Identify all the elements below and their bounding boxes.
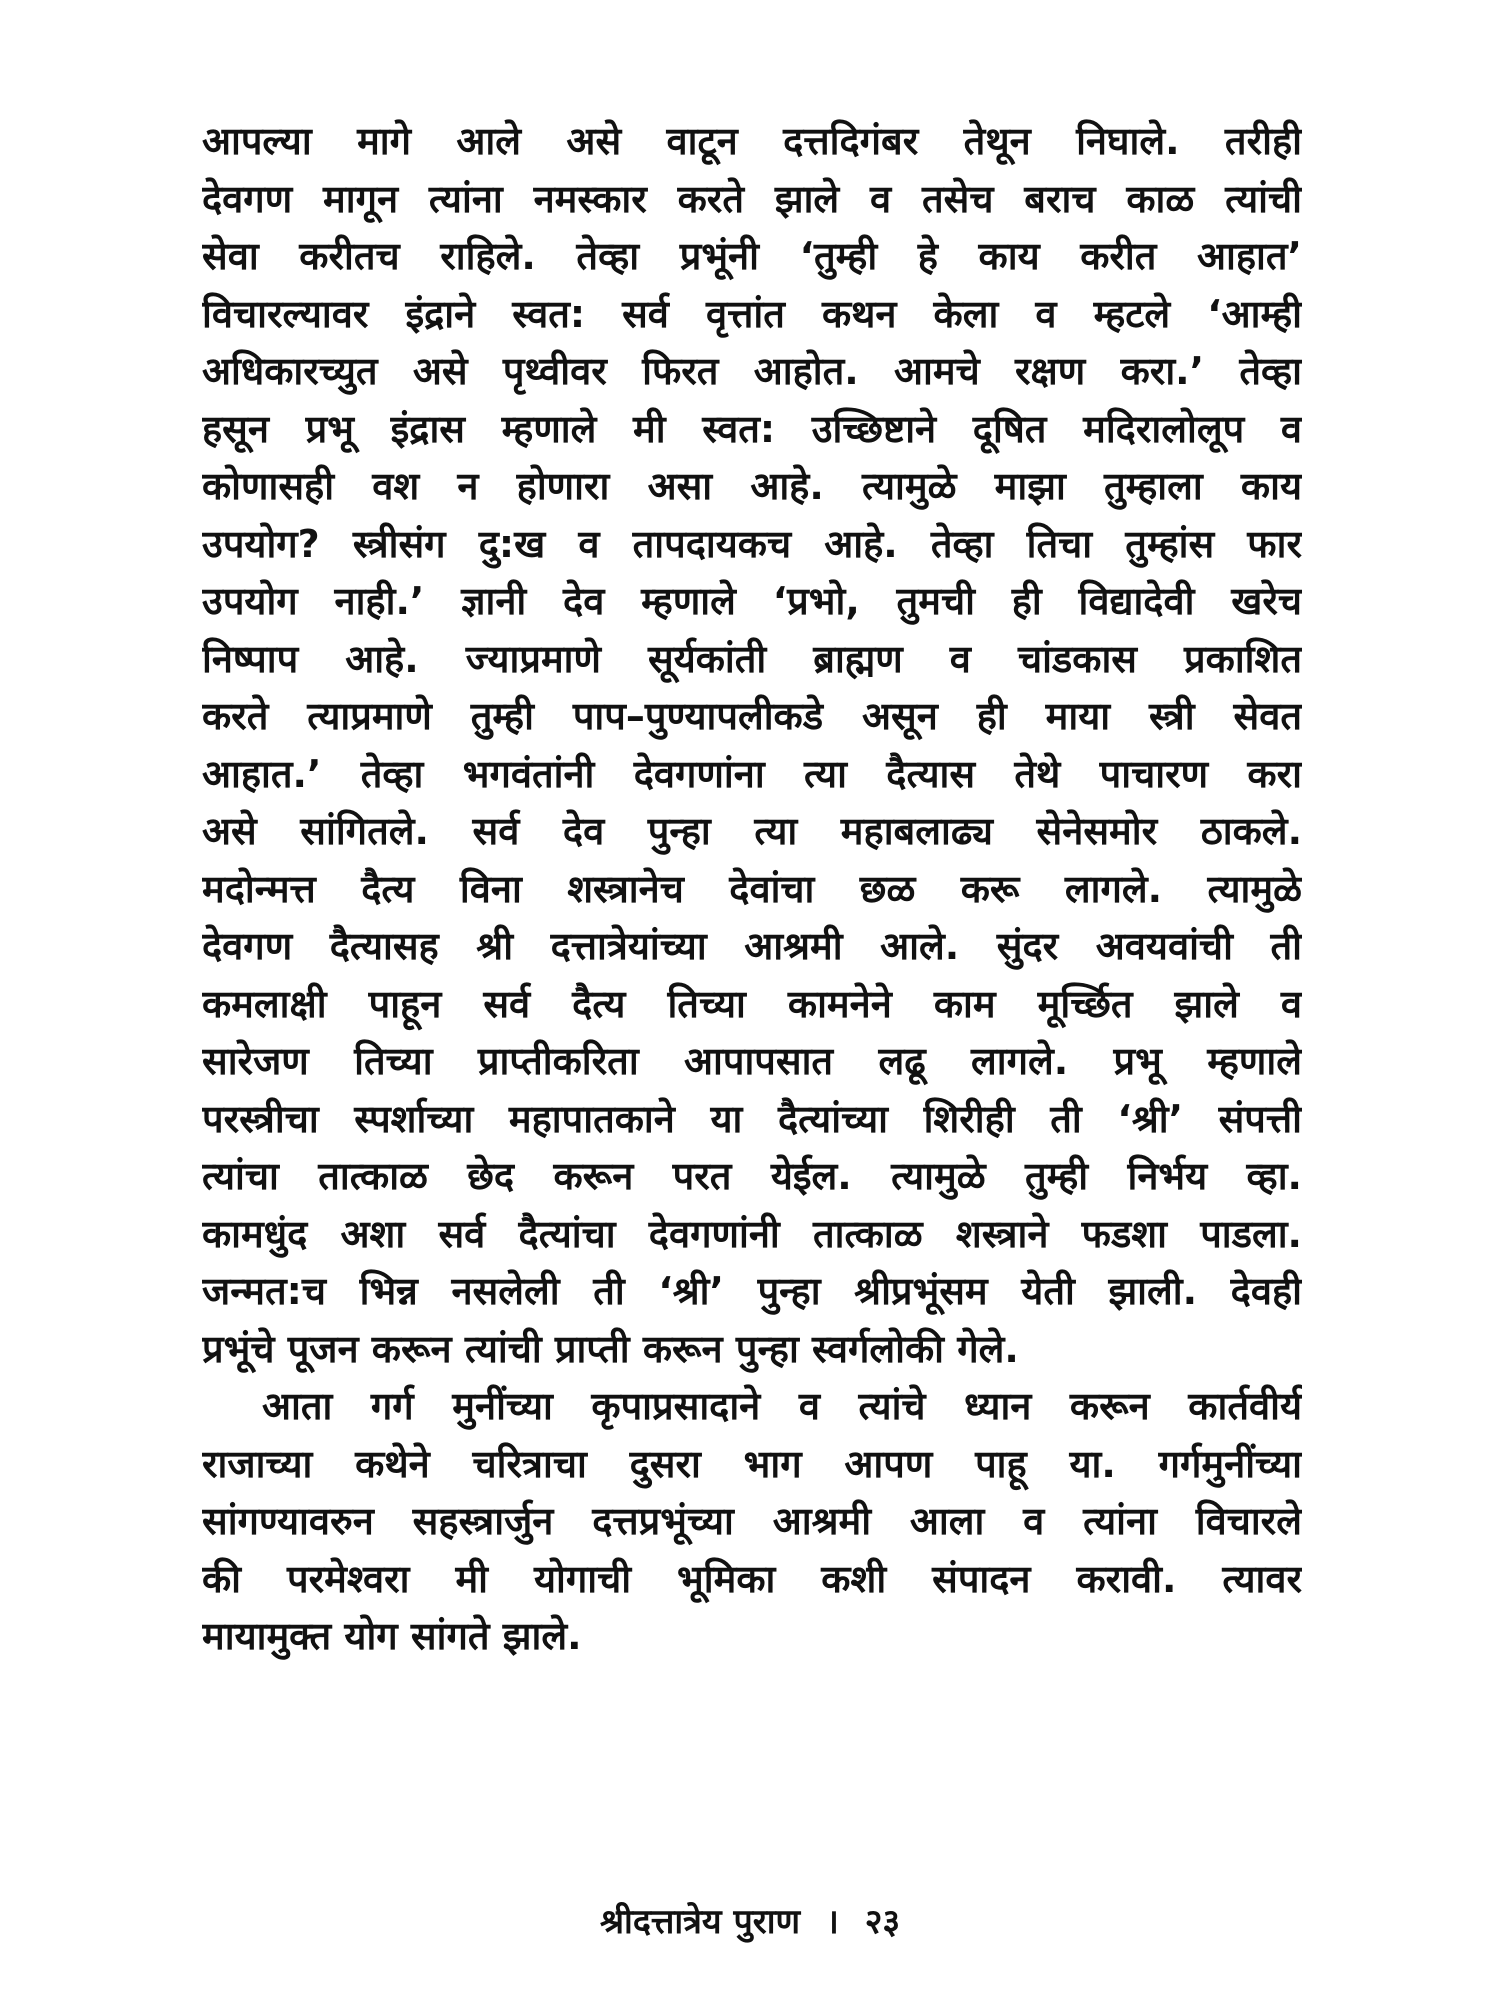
book-title: श्रीदत्तात्रेय पुराण <box>599 1902 801 1942</box>
text-line: राजाच्या कथेने चरित्राचा दुसरा भाग आपण पाहू या. गर्गमुनींच्या <box>202 1441 1302 1486</box>
text-line: कोणासही वश न होणारा असा आहे. त्यामुळे माझा तुम्हाला काय <box>202 464 1302 508</box>
page-number: २३ <box>864 1902 901 1942</box>
text-line: आहात.’ तेव्हा भगवंतांनी देवगणांना त्या दैत्यास तेथे पाचारण करा <box>202 751 1302 796</box>
text-line: निष्पाप आहे. ज्याप्रमाणे सूर्यकांती ब्राह्मण व चांडकास प्रकाशित <box>202 636 1302 681</box>
text-line: अधिकारच्युत असे पृथ्वीवर फिरत आहोत. आमचे रक्षण करा.’ तेव्हा <box>202 349 1302 393</box>
text-line: देवगण मागून त्यांना नमस्कार करते झाले व तसेच बराच काळ त्यांची <box>202 176 1302 221</box>
text-line: आता गर्ग मुनींच्या कृपाप्रसादाने व त्यांचे ध्यान करून कार्तवीर्य <box>262 1384 1302 1428</box>
paragraph <box>202 113 1302 1378</box>
text-line: कमलाक्षी पाहून सर्व दैत्य तिच्या कामनेने काम मूर्च्छित झाले व <box>202 981 1302 1026</box>
text-line: मदोन्मत्त दैत्य विना शस्त्रानेच देवांचा छळ करू लागले. त्यामुळे <box>202 866 1302 911</box>
text-line: आपल्या मागे आले असे वाटून दत्तदिगंबर तेथून निघाले. तरीही <box>202 119 1302 163</box>
text-line: परस्त्रीचा स्पर्शाच्या महापातकाने या दैत्यांच्या शिरीही ती ‘श्री’ संपत्ती <box>202 1096 1302 1141</box>
text-line: उपयोग? स्त्रीसंग दु:ख व तापदायकच आहे. तेव्हा तिचा तुम्हांस फार <box>202 521 1302 566</box>
page-footer <box>0 1898 1500 1946</box>
text-line: जन्मत:च भिन्न नसलेली ती ‘श्री’ पुन्हा श्रीप्रभूंसम येती झाली. देवही <box>202 1269 1302 1313</box>
text-line: उपयोग नाही.’ ज्ञानी देव म्हणाले ‘प्रभो, तुमची ही विद्यादेवी खरेच <box>202 579 1302 623</box>
text-line: सारेजण तिच्या प्राप्तीकरिता आपापसात लढू लागले. प्रभू म्हणाले <box>202 1039 1302 1083</box>
text-line: त्यांचा तात्काळ छेद करून परत येईल. त्यामुळे तुम्ही निर्भय व्हा. <box>202 1154 1302 1198</box>
text-line: हसून प्रभू इंद्रास म्हणाले मी स्वत: उच्छिष्टाने दूषित मदिरालोलूप व <box>202 406 1302 451</box>
text-line: प्रभूंचे पूजन करून त्यांची प्राप्ती करून पुन्हा स्वर्गलोकी गेले. <box>202 1326 1019 1371</box>
text-line: असे सांगितले. सर्व देव पुन्हा त्या महाबलाढ्य सेनेसमोर ठाकले. <box>202 809 1302 853</box>
text-line: कामधुंद अशा सर्व दैत्यांचा देवगणांनी तात्काळ शस्त्राने फडशा पाडला. <box>202 1211 1302 1256</box>
body-text <box>202 113 1302 1666</box>
text-line: देवगण दैत्यासह श्री दत्तात्रेयांच्या आश्रमी आले. सुंदर अवयवांची ती <box>202 924 1302 968</box>
footer-separator: । <box>825 1902 839 1942</box>
text-line: की परमेश्वरा मी योगाची भूमिका कशी संपादन करावी. त्यावर <box>202 1556 1302 1601</box>
paragraph <box>202 1378 1302 1666</box>
text-line: सेवा करीतच राहिले. तेव्हा प्रभूंनी ‘तुम्ही हे काय करीत आहात’ <box>202 234 1302 278</box>
text-line: मायामुक्त योग सांगते झाले. <box>202 1614 582 1658</box>
text-line: करते त्याप्रमाणे तुम्ही पाप–पुण्यापलीकडे असून ही माया स्त्री सेवत <box>202 694 1302 738</box>
text-line: सांगण्यावरुन सहस्त्रार्जुन दत्तप्रभूंच्या आश्रमी आला व त्यांना विचारले <box>202 1499 1302 1543</box>
text-line: विचारल्यावर इंद्राने स्वत: सर्व वृत्तांत कथन केला व म्हटले ‘आम्ही <box>202 291 1302 336</box>
